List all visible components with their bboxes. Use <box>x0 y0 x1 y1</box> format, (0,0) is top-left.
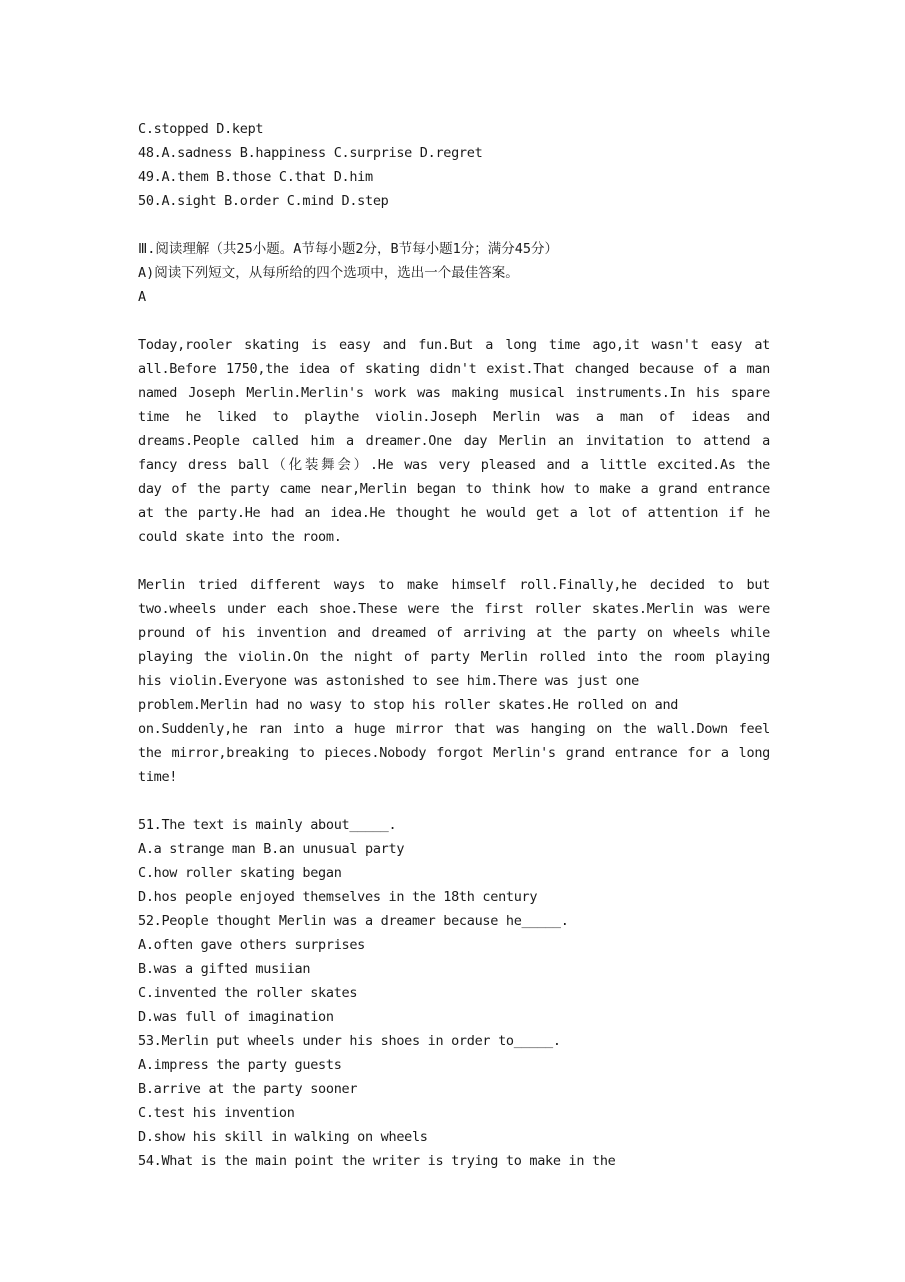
question-line: D.show his skill in walking on wheels <box>138 1129 428 1145</box>
question-line: D.was full of imagination <box>138 1009 334 1025</box>
question-line: B.arrive at the party sooner <box>138 1081 358 1097</box>
passage-line: could skate into the room. <box>138 529 342 545</box>
question-line: A.a strange man B.an unusual party <box>138 841 405 857</box>
spacer <box>138 789 770 813</box>
passage-label: A <box>138 289 146 305</box>
question-line: 52.People thought Merlin was a dreamer because he_____. <box>138 913 569 929</box>
passage-line: two.wheels under each shoe.These were the first roller skates.Merlin was were <box>138 601 770 617</box>
question-line: D.hos people enjoyed themselves in the 18th century <box>138 889 538 905</box>
spacer <box>138 309 770 333</box>
passage-line: Today,rooler skating is easy and fun.But a long time ago,it wasn't easy at <box>138 337 770 353</box>
option-line: 48.A.sadness B.happiness C.surprise D.regret <box>138 145 483 161</box>
option-line: 50.A.sight B.order C.mind D.step <box>138 193 389 209</box>
question-line: A.impress the party guests <box>138 1057 342 1073</box>
passage-line: time he liked to playthe violin.Joseph Merlin was a man of ideas and <box>138 409 770 425</box>
question-line: 54.What is the main point the writer is trying to make in the <box>138 1153 616 1169</box>
passage-line: fancy dress ball（化装舞会）.He was very pleased and a little excited.As the <box>138 457 770 473</box>
spacer <box>138 549 770 573</box>
section-instruction: A)阅读下列短文，从每所给的四个选项中，选出一个最佳答案。 <box>138 265 519 281</box>
passage-line: Merlin tried different ways to make himself roll.Finally,he decided to but <box>138 577 770 593</box>
passage-line: his violin.Everyone was astonished to see him.There was just one <box>138 673 639 689</box>
document-page <box>138 117 770 1173</box>
question-line: C.how roller skating began <box>138 865 342 881</box>
passage-line: playing the violin.On the night of party Merlin rolled into the room playing <box>138 649 770 665</box>
question-line: A.often gave others surprises <box>138 937 366 953</box>
question-line: C.test his invention <box>138 1105 295 1121</box>
passage-line: named Joseph Merlin.Merlin's work was making musical instruments.In his spare <box>138 385 770 401</box>
passage-line: pround of his invention and dreamed of arriving at the party on wheels while <box>138 625 770 641</box>
section-heading: Ⅲ.阅读理解（共25小题。A节每小题2分，B节每小题1分；满分45分） <box>138 241 558 257</box>
passage-line: the mirror,breaking to pieces.Nobody forgot Merlin's grand entrance for a long <box>138 745 770 761</box>
passage-line: on.Suddenly,he ran into a huge mirror that was hanging on the wall.Down feel <box>138 721 770 737</box>
spacer <box>138 213 770 237</box>
passage-line: problem.Merlin had no wasy to stop his roller skates.He rolled on and <box>138 697 679 713</box>
passage-line: time! <box>138 769 178 785</box>
passage-line: dreams.People called him a dreamer.One day Merlin an invitation to attend a <box>138 433 770 449</box>
questions-block <box>138 813 770 1173</box>
option-line: C.stopped D.kept <box>138 121 264 137</box>
question-line: C.invented the roller skates <box>138 985 358 1001</box>
passage-line: day of the party came near,Merlin began to think how to make a grand entrance <box>138 481 770 497</box>
question-line: 53.Merlin put wheels under his shoes in order to_____. <box>138 1033 561 1049</box>
passage-line: all.Before 1750,the idea of skating didn't exist.That changed because of a man <box>138 361 770 377</box>
passage-paragraph-2 <box>138 573 770 789</box>
passage-paragraph-1 <box>138 333 770 549</box>
passage-line: at the party.He had an idea.He thought he would get a lot of attention if he <box>138 505 770 521</box>
question-line: B.was a gifted musiian <box>138 961 311 977</box>
option-line: 49.A.them B.those C.that D.him <box>138 169 373 185</box>
question-line: 51.The text is mainly about_____. <box>138 817 397 833</box>
